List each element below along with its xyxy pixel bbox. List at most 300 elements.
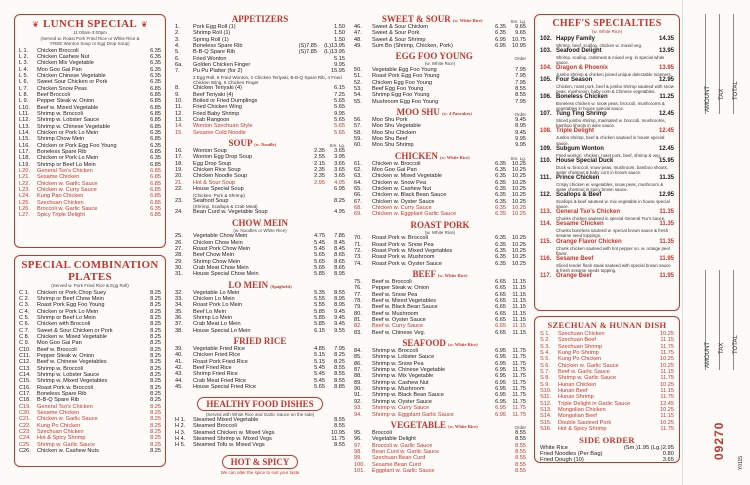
item-name: House Special Fried Rice: [193, 384, 257, 391]
item-number: 68.: [354, 205, 362, 212]
item-number: 104.: [540, 64, 552, 71]
item-price-large: 8.45: [334, 245, 345, 252]
item-name: Chicken Rice Soup: [193, 167, 241, 174]
item-price-small: 5.55: [314, 302, 325, 309]
item-price-large: 3.95: [334, 154, 345, 161]
item-name: Spicy Triple Delight: [37, 212, 85, 219]
item-price-large: 10.25: [512, 247, 526, 254]
item-number: 7.: [175, 68, 180, 75]
item-price: 8.25: [150, 416, 161, 423]
menu-item: [354, 99, 526, 105]
item-number: 47.: [354, 30, 362, 37]
item-number: C19.: [19, 403, 31, 410]
beef-title: [354, 269, 526, 279]
item-name: Moo Goo Gai Pan: [37, 340, 82, 347]
item-price-large: 8.65: [334, 252, 345, 259]
item-name: Vegetable Delight: [372, 436, 416, 443]
item-price-small: 5.45: [314, 377, 325, 384]
item-price-large: 8.95: [515, 123, 526, 130]
item-name: Szechuan Shrimp: [558, 343, 603, 350]
chef-item: [540, 175, 674, 182]
item-prices: [303, 209, 345, 215]
amount-label-top: AMOUNT: [705, 86, 711, 112]
item-number: 42.: [175, 365, 183, 372]
item-number: 19.: [175, 167, 183, 174]
item-price: 6.85: [150, 110, 161, 117]
item-name: Chicken or Pork Lo Mein: [37, 308, 99, 315]
item-price: 11.25: [659, 94, 674, 101]
item-name: Roast Pork w. Mixed Vegetables: [372, 247, 453, 254]
item-price-large: 9.95: [334, 110, 345, 117]
item-description: Duck w. broccoli, snow peas, mushroom, bamboo shoots, water chestnut & baby corn in brown sauce.: [556, 164, 669, 175]
item-price-large: 11.15: [512, 310, 526, 317]
item-number: 66.: [354, 192, 362, 199]
item-number: 13.: [175, 117, 183, 124]
item-price-small: 6.65: [495, 278, 506, 285]
item-name: Chicken Broccoli: [37, 47, 79, 54]
item-price-small: 6.35: [495, 192, 506, 199]
item-number: C 2.: [19, 295, 30, 302]
item-name: Roast Pork w. Oyster Sauce: [372, 260, 442, 267]
item-price-large: 10.25: [512, 179, 526, 186]
chowmein-sub: (w. Noodles or White Rice): [233, 227, 287, 233]
item-price-small: 6.65: [495, 291, 506, 298]
item-prices: [303, 442, 345, 448]
item-name: Moo Shu Pork: [372, 116, 408, 123]
combo-title-2: PLATES: [68, 271, 112, 283]
item-price-small: 6.95: [495, 354, 506, 361]
side-list: [540, 445, 674, 464]
item-name: Shrimp w. Mixed Vegetables: [37, 378, 108, 385]
item-number: 26.: [175, 239, 183, 246]
item-name: Chicken w. Eggplant Garlic Sauce: [372, 211, 457, 218]
item-name: Wonton Szechuan Style: [193, 123, 253, 130]
item-price-large: 5.65: [334, 98, 345, 105]
item-price: 0.80: [662, 450, 674, 457]
szechuan-panel: [534, 316, 680, 463]
item-price-large: 8.55: [515, 92, 526, 99]
sweetsour-hdr: Sm. Lg.: [510, 19, 526, 24]
item-price: 8.25: [150, 435, 161, 442]
chicken-sub: (w. White Rice): [440, 154, 470, 160]
item-price-large: 10.75: [512, 36, 526, 43]
item-number: C13.: [19, 365, 31, 372]
item-prices: [484, 99, 526, 105]
item-price-small: 4.85: [314, 346, 325, 353]
item-name: Beef w. Broccoli: [37, 346, 77, 353]
item-number: L 3.: [19, 60, 29, 67]
item-price: 6.85: [150, 199, 161, 206]
chef-item: [540, 48, 674, 55]
item-number: 49.: [354, 43, 362, 50]
seafood-list: [354, 348, 526, 418]
item-number: 56.: [354, 116, 362, 123]
item-number: S13.: [540, 407, 552, 414]
item-name: Beef Fried Rice: [193, 365, 232, 372]
item-price-large: 8.55: [515, 448, 526, 455]
side-item: [540, 457, 674, 463]
item-number: 28.: [175, 252, 183, 259]
item-number: 117.: [540, 272, 552, 279]
item-name: Broccoli: [372, 429, 392, 436]
item-price: 8.25: [150, 346, 161, 353]
item-name: Double Sauteed Pork: [558, 419, 612, 426]
menu-item: [175, 68, 345, 74]
item-number: 102.: [540, 35, 552, 42]
item-name: Hot & Sour Soup: [193, 179, 235, 186]
item-price-small: 6.95: [495, 411, 506, 418]
item-number: 113.: [540, 209, 552, 216]
item-price-large: 11.75: [512, 354, 526, 361]
item-name: Szechuan Bean Curd: [372, 455, 426, 462]
item-name: Bean Curd w. Vegetable Soup: [193, 209, 268, 216]
item-number: 34.: [175, 302, 183, 309]
item-number: 14.: [175, 123, 183, 130]
item-price-large: (L)13.95: [324, 49, 345, 56]
item-price-large: 8.55: [334, 371, 345, 378]
item-name: Shrimp w. Broccoli: [372, 348, 419, 355]
chef-item: [540, 158, 674, 165]
item-name: Vegetable Chow Mein: [193, 233, 248, 240]
item-number: L25.: [19, 199, 30, 206]
item-price-large: 8.55: [334, 442, 345, 449]
item-number: L12.: [19, 117, 30, 124]
item-number: C10.: [19, 346, 31, 353]
item-price-small: 6.35: [495, 235, 506, 242]
seafood-sub: (w. White Rice): [448, 342, 478, 348]
item-name: Kung Po Shrimp: [558, 350, 599, 357]
sweetsour-list: [354, 24, 526, 49]
item-number: H 2.: [175, 423, 186, 430]
item-name: Fried Chicken Wing: [193, 104, 242, 111]
item-number: S15.: [540, 419, 552, 426]
soup-title: [228, 138, 276, 148]
item-price-small: 5.65: [314, 384, 325, 391]
item-name: Beef w. Chinese Vegetables: [37, 359, 107, 366]
item-price-large: 3.65: [334, 160, 345, 167]
item-name: Chicken w. Mixed Vegetable: [372, 173, 442, 180]
item-name: Wonton Egg Drop Soup: [193, 154, 252, 161]
item-price-small: 6.65: [495, 329, 506, 336]
total-label-top: TOTAL: [733, 81, 739, 100]
item-number: 64.: [354, 179, 362, 186]
item-number: C 9.: [19, 340, 30, 347]
item-number: 48.: [354, 36, 362, 43]
chowmein-list: [175, 233, 345, 277]
item-name: Chicken or Pork Lo Mein: [37, 155, 99, 162]
item-number: C23.: [19, 429, 31, 436]
item-price: 8.25: [150, 429, 161, 436]
soup-sub: (w. Noodle): [254, 142, 276, 148]
item-price: 11.75: [660, 350, 674, 357]
item-name: Roast Pork w. Snow Pea: [372, 241, 434, 248]
soup-list: [175, 148, 345, 192]
item-price-large: 10.25: [512, 254, 526, 261]
item-price-large: 8.85: [334, 384, 345, 391]
item-number: C 1.: [19, 289, 30, 296]
item-price-small: 5.85: [314, 308, 325, 315]
item-price-large: 11.75: [512, 386, 526, 393]
pupu-desc: 2 Egg Roll, 6 Fried Wonton, 2 Chicken Teriyaki, B-B-Q Spare Rib, 4 Fried Chicken Wing, 6 Chicken Finger: [193, 74, 342, 86]
menu-item: [19, 212, 161, 218]
mooshu-title-text: MOO SHU: [396, 106, 440, 117]
item-price-large: 7.95: [515, 79, 526, 86]
item-price-small: 5.85: [314, 271, 325, 278]
item-name: Crab Meat Lo Mein: [193, 321, 241, 328]
item-price-small: 6.35: [495, 247, 506, 254]
item-number: S11.: [540, 394, 552, 401]
item-price-small: 6.35: [495, 205, 506, 212]
item-number: 109.: [540, 145, 552, 152]
amount-label-bottom: AMOUNT: [705, 342, 711, 368]
item-number: 18.: [175, 160, 183, 167]
item-price-small: 5.35: [314, 289, 325, 296]
item-number: L15.: [19, 136, 30, 143]
item-price: 6.35: [150, 66, 161, 73]
item-number: S10.: [540, 388, 552, 395]
item-price-small: 6.35: [495, 179, 506, 186]
item-price: 8.25: [150, 352, 161, 359]
item-name: Shrimp Roll (1): [193, 30, 231, 37]
item-number: S 9.: [540, 381, 550, 388]
item-number: 2.: [175, 30, 180, 37]
item-number: L 2.: [19, 53, 29, 60]
item-number: S14.: [540, 413, 552, 420]
item-price: 12.95: [658, 192, 674, 199]
item-number: C 5.: [19, 314, 30, 321]
item-name: Mongolian Chicken: [558, 407, 606, 414]
mooshu-sub: (w. 4 Pancakes): [442, 110, 472, 116]
item-name: Chicken Cashew Nut: [37, 53, 90, 60]
item-name: House Special Chow Mein: [193, 271, 259, 278]
item-price-large: 11.75: [331, 436, 345, 443]
item-name: Beef w. Mushroom: [372, 310, 419, 317]
lomein-list: [175, 290, 345, 334]
item-price-large: 9.95: [515, 135, 526, 142]
item-name: Shrimp w. Lobster Sauce: [37, 117, 100, 124]
seafood-soup-desc: (Shrimp, Scallops & Crab Meat): [193, 204, 258, 210]
chef-item: [540, 65, 674, 72]
item-name: Bean Curd w. Garlic Sauce: [372, 448, 440, 455]
item-price: 11.15: [660, 388, 674, 395]
item-price: 10.25: [660, 381, 674, 388]
item-number: 84.: [354, 348, 362, 355]
item-price-small: 6.95: [495, 392, 506, 399]
item-price: 8.25: [150, 289, 161, 296]
item-price-large: 11.75: [512, 379, 526, 386]
item-number: 20.: [175, 173, 183, 180]
item-number: 89.: [354, 379, 362, 386]
item-description: Chunks boneless sauteed w. special brown sauce & fresh sesame seed toppings.: [556, 228, 669, 239]
item-name: Chicken Mix Vegetable: [37, 60, 94, 67]
item-description: Chunks chicken sauteed in special General Tso's sauce.: [556, 216, 666, 222]
lunch-title: LUNCH SPECIAL: [42, 18, 138, 30]
healthy-note: (Served with White Rice and Garlic Sauce on the side): [205, 411, 315, 417]
item-name: Chicken or Pork Chop Suey: [37, 289, 107, 296]
item-price: 6.35: [150, 206, 161, 213]
chicken-title: [395, 151, 470, 161]
item-name: Shrimp w. Broccoli: [37, 365, 84, 372]
item-price: 6.85: [150, 212, 161, 219]
chef-item: [540, 273, 674, 280]
item-number: 62.: [354, 167, 362, 173]
item-price: 10.25: [660, 419, 674, 426]
item-price-small: (S)7.85: [298, 49, 317, 56]
item-price: 11.15: [660, 369, 674, 376]
item-price-small: 6.15: [314, 327, 325, 334]
chef-title: CHEF'S SPECIALTIES: [552, 18, 662, 29]
item-name: Wonton Soup: [193, 148, 227, 155]
item-number: 81.: [354, 317, 362, 324]
item-number: S16.: [540, 426, 552, 433]
item-price-large: 9.45: [334, 315, 345, 322]
item-description: Sliced jumbo shrimp, marinated w. broccoli, mushrooms, bamboo shoots in wine sauce.: [556, 118, 666, 129]
item-price-large: 9.45: [515, 116, 526, 123]
item-number: S12.: [540, 400, 552, 407]
item-name: Szechuan Chicken: [37, 199, 84, 206]
item-price-large: 11.15: [512, 304, 526, 311]
item-name: Triple Delight: [556, 128, 595, 135]
eggfoo-list: [354, 67, 526, 105]
item-number: 70.: [354, 235, 362, 242]
item-name: Roast Pork Lo Mein: [193, 302, 243, 309]
item-number: 60.: [354, 142, 362, 149]
item-price-large: 4.05: [334, 179, 345, 186]
item-name: Boneless Spare Rib: [37, 149, 87, 155]
item-price-small: 6.95: [495, 36, 506, 43]
item-number: L24.: [19, 193, 30, 200]
item-number: 12.: [175, 110, 183, 117]
item-price-large: 8.95: [334, 302, 345, 309]
item-number: L 9.: [19, 98, 29, 105]
item-price-large: 7.95: [515, 73, 526, 80]
item-number: C26.: [19, 448, 31, 455]
swirl-right-icon: ❦: [141, 19, 148, 29]
item-name: Dragon & Phoenix: [556, 64, 609, 71]
item-price-large: 9.55: [334, 327, 345, 334]
item-number: H 3.: [175, 429, 186, 436]
item-price-large: 8.55: [515, 442, 526, 449]
item-price: 6.85: [150, 123, 161, 130]
szechuan-title: SZECHUAN & HUNAN DISH: [547, 320, 667, 330]
item-price-small: 6.35: [495, 260, 506, 267]
item-name: Sweet & Sour Chicken or Pork: [37, 327, 113, 334]
item-price-large: 8.55: [334, 423, 345, 430]
item-name: Moo Goo Gai Pan: [37, 66, 82, 73]
item-number: 27.: [175, 245, 183, 252]
item-name: Steamed Mixed Vegetable: [193, 417, 259, 423]
sweetsour-title: [382, 14, 483, 24]
item-name: Roast Pork w. Broccoli: [37, 384, 93, 391]
item-number: 96.: [354, 436, 362, 443]
item-price: 6.85: [150, 168, 161, 175]
item-name: Vegetable Lo Mein: [193, 289, 240, 296]
item-description: Jumbo shrimp & chicken joined unique delectable manners.: [556, 71, 672, 77]
item-price-small: 2.95: [314, 179, 325, 186]
chowmein-title: CHOW MEIN: [231, 217, 289, 228]
item-name: Sweet & Sour Chicken: [372, 24, 428, 30]
item-name: Shrimp w. Oyster Sauce: [372, 398, 432, 405]
order-form-rail: [682, 0, 750, 485]
item-number: 9.: [175, 91, 180, 98]
item-price-large: 11.75: [512, 411, 526, 418]
item-name: Egg Drop Soup: [193, 160, 232, 167]
item-number: S 4.: [540, 350, 550, 357]
item-number: 41.: [175, 358, 183, 365]
item-price-large: 3.65: [334, 167, 345, 174]
item-name: Chicken Fried Rice: [193, 352, 241, 359]
item-name: Steamed Shrimp w. Mixed Vegs: [193, 436, 272, 443]
item-name: Roast Pork Chow Mein: [193, 245, 251, 252]
appetizers-title: APPETIZERS: [231, 14, 289, 24]
item-price-large: 8.95: [334, 271, 345, 278]
item-number: 92.: [354, 398, 362, 405]
menu-item: [354, 142, 526, 148]
item-price: 6.85: [150, 161, 161, 168]
item-name: B-B-Q Spare Rib: [193, 49, 235, 56]
tax-line-2: [719, 270, 720, 370]
chef-item: [540, 128, 674, 135]
item-price-large: 11.15: [512, 323, 526, 330]
item-number: 115.: [540, 238, 552, 245]
item-price: 11.95: [659, 272, 674, 279]
item-price-large: 10.95: [331, 429, 345, 436]
item-price: 11.75: [660, 343, 674, 350]
item-price-small: 6.65: [495, 285, 506, 292]
item-price: 11.15: [660, 413, 674, 420]
item-name: General Tso's Chicken: [37, 403, 93, 410]
item-number: 116.: [540, 255, 552, 262]
item-number: L 7.: [19, 85, 29, 92]
item-name: Chicken w. Black Bean Sauce: [372, 192, 447, 199]
item-price-large: 10.25: [512, 160, 526, 167]
item-number: 1.: [175, 24, 180, 30]
item-price-large: 1.50: [334, 24, 345, 30]
soup-list-3: [175, 209, 345, 215]
menu-item: [354, 211, 526, 217]
item-number: 91.: [354, 392, 362, 399]
item-price: 3.65: [662, 457, 674, 464]
item-price-large: 8.25: [334, 197, 345, 204]
roastpork-sub: (w. White Rice): [424, 229, 456, 235]
item-price-small: (S)7.85: [298, 43, 317, 50]
item-number: 6.: [175, 55, 180, 62]
item-prices: [484, 142, 526, 148]
item-name: Shrimp w. Snow Pea: [372, 360, 424, 367]
item-price: 8.25: [150, 391, 161, 397]
item-price: 8.25: [150, 448, 161, 455]
item-number: 30.: [175, 265, 183, 271]
item-prices: [303, 186, 345, 192]
item-name: Sesame Chicken: [37, 410, 80, 417]
item-price-large: 4.95: [334, 209, 345, 216]
item-number: 45.: [175, 384, 183, 391]
item-price-small: 5.45: [314, 371, 325, 378]
item-price-large: 11.15: [512, 317, 526, 324]
item-price-large: 10.25: [512, 192, 526, 199]
item-price: 6.85: [150, 136, 161, 143]
item-price-small: 5.65: [314, 252, 325, 259]
menu-item: [175, 442, 345, 448]
item-name: Vegetable Egg Foo Young: [372, 66, 437, 73]
item-number: L22.: [19, 180, 30, 187]
item-price: 8.25: [150, 371, 161, 378]
item-number: 52.: [354, 79, 362, 86]
item-name: Chicken w. Curry Sauce: [372, 205, 432, 212]
hotspicy-note: We can alter the spice to suit your taste: [220, 469, 300, 475]
item-price-large: 7.85: [334, 233, 345, 240]
item-description: Chicken, roast pork, beef & jumbo shrimp sauteed with snow peas, mushroom, baby corn & Chinese vegetables.: [556, 83, 674, 94]
